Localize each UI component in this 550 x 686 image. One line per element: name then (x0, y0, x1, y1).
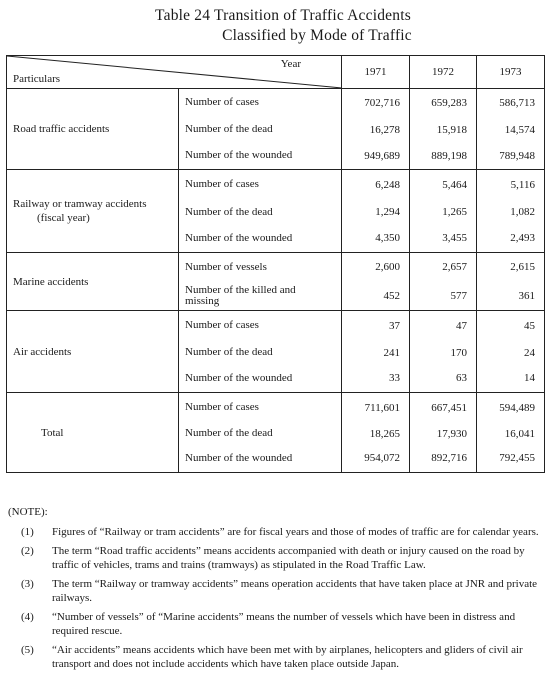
cell-value: 6,248 (342, 170, 410, 200)
cell-value: 45 (477, 311, 545, 341)
row-label: Number of the wounded (179, 225, 342, 253)
cell-value: 24 (477, 341, 545, 365)
cell-value: 954,072 (342, 445, 410, 473)
cell-value: 5,464 (410, 170, 477, 200)
cell-value: 452 (342, 282, 410, 311)
cell-value: 14,574 (477, 117, 545, 143)
row-label: Number of cases (179, 170, 342, 200)
category-cell (7, 253, 179, 311)
note-text: “Number of vessels” of “Marine accidents” means the number of vessels which have been in distress and required rescue. (52, 611, 516, 637)
category-label: Total (41, 426, 64, 439)
year-column-header: 1973 (477, 56, 545, 89)
cell-value: 63 (410, 365, 477, 393)
category-label: Road traffic accidents (13, 123, 110, 135)
cell-value: 792,455 (477, 445, 545, 473)
category-cell (7, 170, 179, 253)
cell-value: 2,600 (342, 253, 410, 282)
year-header: Year (280, 58, 301, 70)
row-label: Number of cases (179, 393, 342, 423)
row-label: Number of the wounded (179, 445, 342, 473)
category-note: (fiscal year) (37, 212, 90, 224)
note-item (8, 611, 544, 638)
row-label: Number of the dead (179, 117, 342, 143)
row-label: Number of the dead (179, 341, 342, 365)
row-label: Number of cases (179, 311, 342, 341)
cell-value: 711,601 (342, 393, 410, 423)
cell-value: 16,041 (477, 423, 545, 445)
row-label-line1: Number of the killed and (185, 283, 296, 296)
note-number: (3) (21, 578, 34, 590)
note-text: Figures of “Railway or tram accidents” are for fiscal years and those of modes of traffic are for calendar years. (52, 525, 539, 538)
note-text: “Air accidents” means accidents which have been met with by airplanes, helicopters and gliders of civil air transport and does not include accidents which have taken place outside Japan. (52, 644, 523, 670)
table-title: Table 24 Transition of Traffic Accidents (155, 7, 411, 24)
category-label: Marine accidents (13, 275, 89, 288)
note-number: (4) (21, 611, 34, 623)
cell-value: 14 (477, 365, 545, 393)
row-label: Number of vessels (179, 253, 342, 282)
cell-value: 789,948 (477, 143, 545, 170)
cell-value: 170 (410, 341, 477, 365)
accidents-table (6, 55, 545, 473)
category-label: Railway or tramway accidents (13, 198, 147, 210)
row-label: Number of the dead (179, 200, 342, 225)
cell-value: 4,350 (342, 225, 410, 253)
cell-value: 1,082 (477, 200, 545, 225)
note-number: (1) (21, 525, 34, 538)
cell-value: 15,918 (410, 117, 477, 143)
header-corner-cell (7, 56, 342, 89)
cell-value: 5,116 (477, 170, 545, 200)
note-number: (2) (21, 545, 34, 557)
cell-value: 17,930 (410, 423, 477, 445)
cell-value: 241 (342, 341, 410, 365)
category-cell (7, 311, 179, 393)
cell-value: 37 (342, 311, 410, 341)
cell-value: 1,265 (410, 200, 477, 225)
table-subtitle: Classified by Mode of Traffic (222, 27, 412, 44)
row-label: Number of the wounded (179, 365, 342, 393)
cell-value: 47 (410, 311, 477, 341)
cell-value: 659,283 (410, 89, 477, 117)
cell-value: 361 (477, 282, 545, 311)
row-label-line2: missing (185, 294, 220, 307)
cell-value: 16,278 (342, 117, 410, 143)
category-cell (7, 393, 179, 473)
note-text: The term “Railway or tramway accidents” means operation accidents that have taken place at JNR and private railways. (52, 578, 538, 604)
cell-value: 3,455 (410, 225, 477, 253)
cell-value: 667,451 (410, 393, 477, 423)
note-item (8, 526, 544, 540)
cell-value: 594,489 (477, 393, 545, 423)
row-label (179, 282, 342, 311)
row-label: Number of the dead (179, 423, 342, 445)
note-item (8, 644, 544, 671)
cell-value: 33 (342, 365, 410, 393)
cell-value: 2,615 (477, 253, 545, 282)
year-column-header: 1971 (342, 56, 410, 89)
cell-value: 892,716 (410, 445, 477, 473)
row-label: Number of cases (179, 89, 342, 117)
notes-section (8, 506, 544, 677)
cell-value: 586,713 (477, 89, 545, 117)
cell-value: 18,265 (342, 423, 410, 445)
cell-value: 1,294 (342, 200, 410, 225)
note-number: (5) (21, 644, 34, 656)
particulars-header: Particulars (13, 73, 61, 85)
cell-value: 889,198 (410, 143, 477, 170)
cell-value: 2,493 (477, 225, 545, 253)
cell-value: 949,689 (342, 143, 410, 170)
category-label: Air accidents (13, 345, 72, 358)
note-item (8, 578, 544, 605)
cell-value: 2,657 (410, 253, 477, 282)
cell-value: 702,716 (342, 89, 410, 117)
note-text: The term “Road traffic accidents” means accidents accompanied with death or injury caused on the road by traffic of vehicles, trams and trains (tramways) as stipulated in the Road Traffic Law. (52, 545, 525, 571)
cell-value: 577 (410, 282, 477, 311)
row-label: Number of the wounded (179, 143, 342, 170)
notes-heading: (NOTE): (8, 506, 48, 518)
year-column-header: 1972 (410, 56, 477, 89)
note-item (8, 545, 544, 572)
category-cell (7, 89, 179, 170)
